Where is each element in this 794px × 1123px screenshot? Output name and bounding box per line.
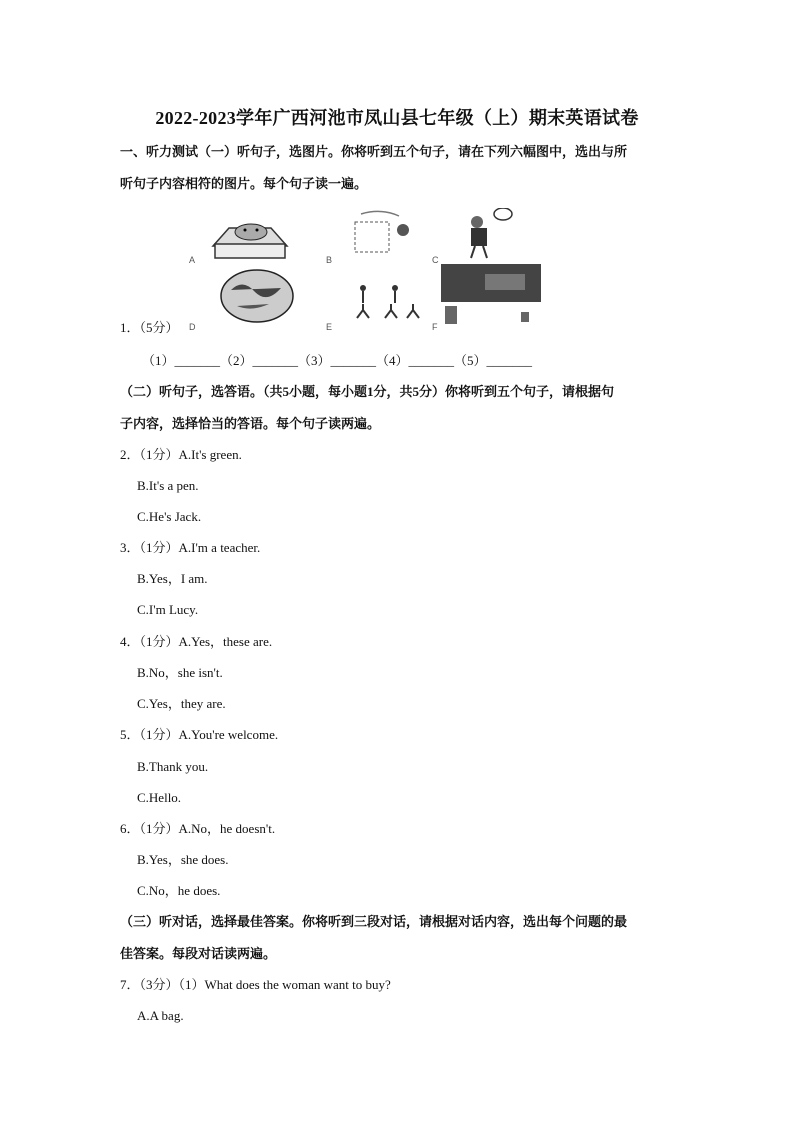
section3-heading-line2: 佳答案。每段对话读两遍。 (120, 946, 277, 961)
picture-label-b: B (326, 255, 333, 265)
picture-a-cat-in-box (213, 224, 287, 258)
picture-f-dark-scene (441, 264, 541, 324)
listening-picture-grid (185, 208, 545, 336)
picture-label-a: A (189, 255, 196, 265)
q1-answer-blanks: （1）_______（2）_______（3）_______（4）_______（5）_______ (142, 353, 532, 368)
page-title: 2022-2023学年广西河池市凤山县七年级（上）期末英语试卷 (155, 108, 639, 128)
section1-heading-line2: 听句子内容相符的图片。每个句子读一遍。 (120, 176, 368, 191)
section1-heading-line1: 一、听力测试（一）听句子，选图片。你将听到五个句子，请在下列六幅图中，选出与所 (120, 144, 628, 159)
question-6-option-c: C.No，he does. (137, 883, 221, 898)
picture-c-girl-with-racket (471, 208, 512, 258)
section2-heading-line2: 子内容，选择恰当的答语。每个句子读两遍。 (120, 416, 381, 431)
question-4-option-c: C.Yes，they are. (137, 696, 226, 711)
question-4-option-b: B.No，she isn't. (137, 665, 223, 680)
picture-label-e: E (326, 322, 333, 332)
question-5-option-c: C.Hello. (137, 790, 182, 805)
question-6-option-b: B.Yes，she does. (137, 852, 229, 867)
question-7-option-a: A.A bag. (137, 1008, 184, 1023)
question-3-option-b: B.Yes，I am. (137, 571, 208, 586)
question-5-option-b: B.Thank you. (137, 759, 209, 774)
picture-label-c: C (432, 255, 439, 265)
question-stem-6: 6．（1分）A.No，he doesn't. (120, 821, 276, 836)
question-stem-4: 4．（1分）A.Yes，these are. (120, 634, 273, 649)
question-stem-5: 5．（1分）A.You're welcome. (120, 727, 279, 742)
question-stem-2: 2．（1分）A.It's green. (120, 447, 242, 462)
section3-heading-line1: （三）听对话，选择最佳答案。你将听到三段对话，请根据对话内容，选出每个问题的最 (120, 914, 628, 929)
picture-e-people-figures (357, 285, 419, 318)
section2-heading-line1: （二）听句子，选答语。（共5小题，每小题1分，共5分）你将听到五个句子，请根据句 (120, 384, 615, 399)
question-2-option-b: B.It's a pen. (137, 478, 199, 493)
picture-d-globe (221, 270, 293, 322)
question-2-option-c: C.He's Jack. (137, 509, 202, 524)
picture-b-clock-sketch (355, 211, 409, 252)
picture-label-f: F (432, 322, 438, 332)
question-stem-7: 7．（3分）（1）What does the woman want to buy? (120, 977, 391, 992)
q1-label: 1．（5分） (120, 320, 179, 335)
picture-label-d: D (189, 322, 196, 332)
question-stem-3: 3．（1分）A.I'm a teacher. (120, 540, 261, 555)
question-3-option-c: C.I'm Lucy. (137, 602, 199, 617)
